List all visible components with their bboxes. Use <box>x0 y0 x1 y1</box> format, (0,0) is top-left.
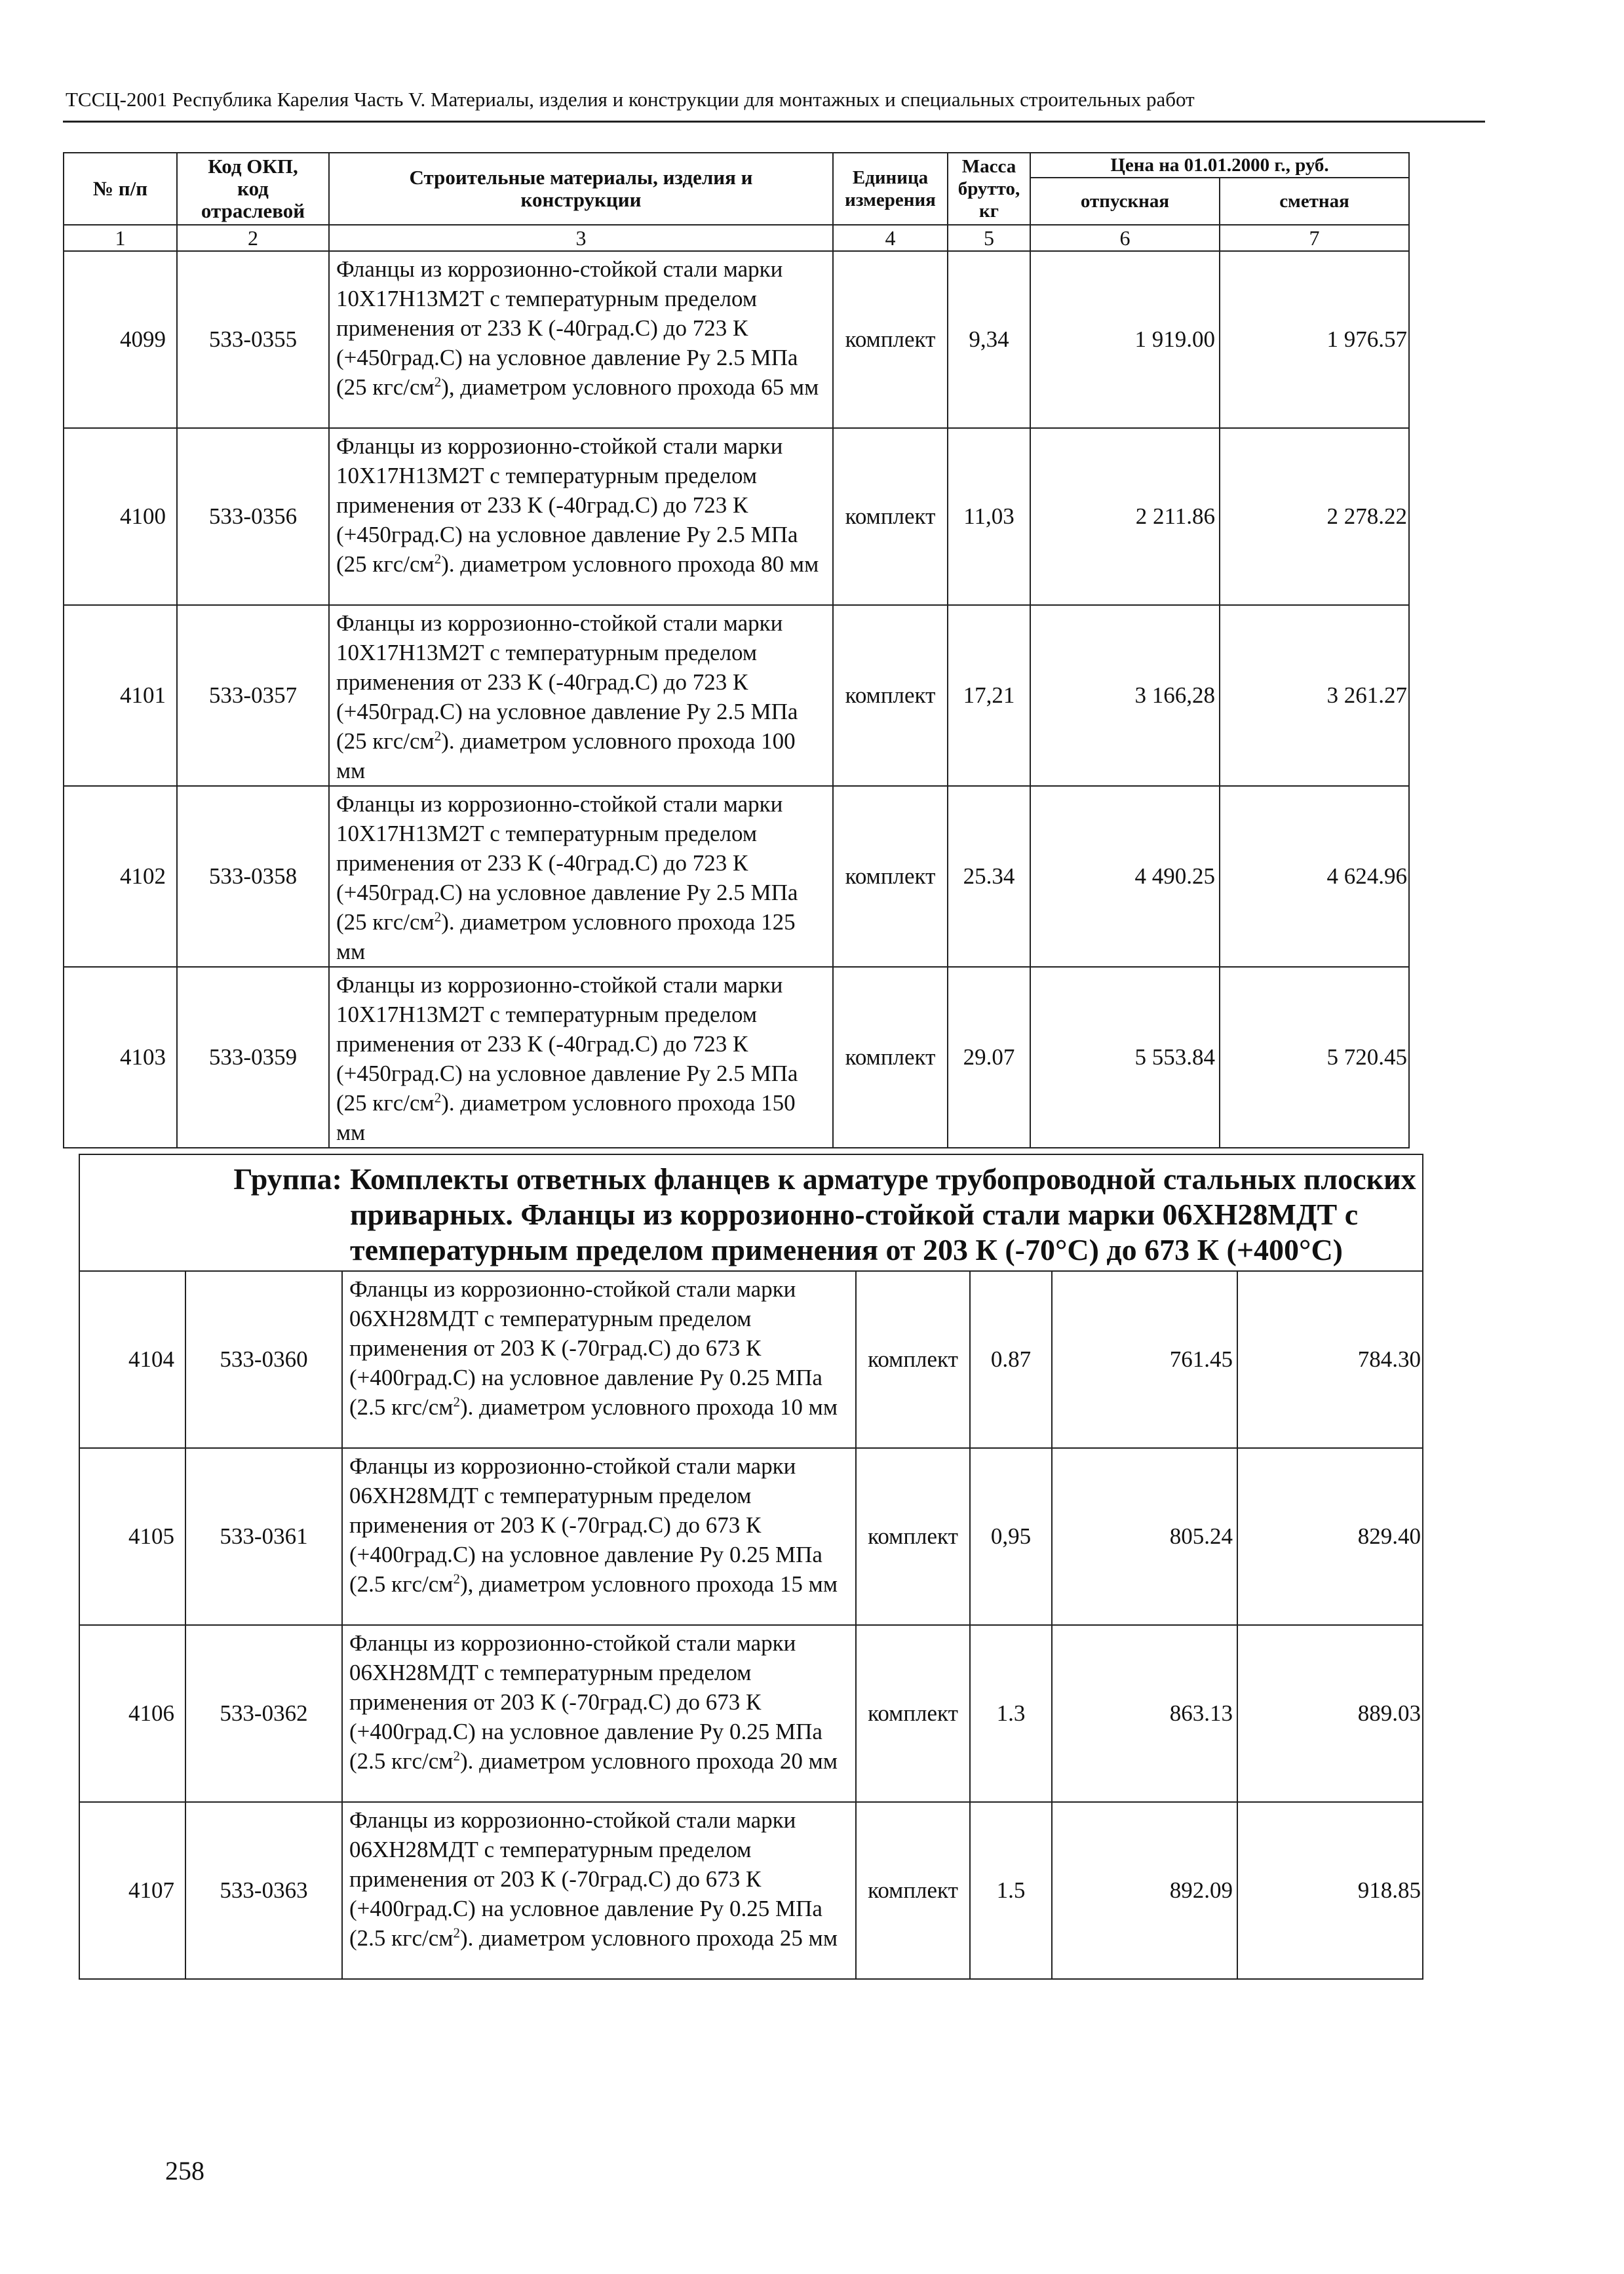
group-title: Комплекты ответных фланцев к арматуре трубопроводной стальных плоских приварных. Фланцы из коррозионно-стойкой стали марки 06ХН28МДТ с температурным пределом применения от 203 К (-70°С) до 673 К (+400°С) <box>350 1162 1416 1266</box>
row-price-release: 892.09 <box>1052 1802 1237 1979</box>
col-header-unit-line2: измерения <box>845 189 936 210</box>
row-description-tail: ), диаметром условного прохода 65 мм <box>441 374 819 400</box>
row-mass: 11,03 <box>948 428 1030 605</box>
row-unit: комплект <box>833 967 948 1148</box>
row-code: 533-0362 <box>185 1625 342 1802</box>
row-price-estimate: 5 720.45 <box>1220 967 1409 1148</box>
col-header-mass <box>948 153 1030 225</box>
row-description <box>342 1271 856 1448</box>
row-description-tail: ). диаметром условного прохода 25 мм <box>459 1925 838 1951</box>
row-price-release: 805.24 <box>1052 1448 1237 1625</box>
row-number: 4101 <box>64 605 177 786</box>
row-price-release: 3 166,28 <box>1030 605 1220 786</box>
row-description-text: Фланцы из коррозионно-стойкой стали марки 06ХН28МДТ с температурным пределом применения от 203 К (-70град.С) до 673 К (+400град.С) на условное давление Ру 0.25 МПа (2.5 кгс/см <box>349 1453 822 1597</box>
col-number-6: 6 <box>1030 225 1220 251</box>
col-header-code <box>177 153 329 225</box>
row-number: 4103 <box>64 967 177 1148</box>
row-description-sup: 2 <box>434 909 442 925</box>
page-header-title: ТССЦ-2001 Республика Карелия Часть V. Материалы, изделия и конструкции для монтажных и специальных строительных работ <box>66 88 1195 111</box>
col-number-4: 4 <box>833 225 948 251</box>
row-description-tail: ). диаметром условного прохода 150 мм <box>336 1090 796 1145</box>
row-unit: комплект <box>833 428 948 605</box>
row-description-text: Фланцы из коррозионно-стойкой стали марки 10Х17Н13М2Т с температурным пределом применения от 233 К (-40град.С) до 723 К (+450град.С) на условное давление Ру 2.5 МПа (25 кгс/см <box>336 256 798 400</box>
row-description <box>329 428 833 605</box>
row-unit: комплект <box>856 1271 970 1448</box>
row-description-text: Фланцы из коррозионно-стойкой стали марки 06ХН28МДТ с температурным пределом применения от 203 К (-70град.С) до 673 К (+400град.С) на условное давление Ру 0.25 МПа (2.5 кгс/см <box>349 1276 822 1420</box>
col-number-5: 5 <box>948 225 1030 251</box>
row-price-estimate: 784.30 <box>1237 1271 1423 1448</box>
row-description-sup: 2 <box>453 1748 460 1764</box>
col-header-price-group: Цена на 01.01.2000 г., руб. <box>1030 153 1409 178</box>
row-mass: 9,34 <box>948 251 1030 428</box>
row-number: 4106 <box>79 1625 185 1802</box>
row-mass: 0,95 <box>970 1448 1052 1625</box>
row-mass: 1.3 <box>970 1625 1052 1802</box>
table-row <box>64 967 1409 1148</box>
row-price-release: 4 490.25 <box>1030 786 1220 967</box>
col-header-price-estimate: сметная <box>1220 178 1409 225</box>
row-description-sup: 2 <box>453 1394 460 1410</box>
col-header-description-line1: Строительные материалы, изделия и <box>409 166 753 189</box>
header-rule <box>63 121 1485 123</box>
col-header-unit-line1: Единица <box>852 167 929 188</box>
row-description-sup: 2 <box>434 374 442 390</box>
row-description <box>342 1802 856 1979</box>
row-code: 533-0359 <box>177 967 329 1148</box>
col-header-mass-line1: Масса <box>961 156 1016 177</box>
row-price-estimate: 918.85 <box>1237 1802 1423 1979</box>
row-description-tail: ). диаметром условного прохода 125 мм <box>336 909 796 964</box>
col-number-3: 3 <box>329 225 833 251</box>
row-mass: 17,21 <box>948 605 1030 786</box>
row-description-tail: ), диаметром условного прохода 15 мм <box>459 1571 838 1597</box>
row-description-text: Фланцы из коррозионно-стойкой стали марки 10Х17Н13М2Т с температурным пределом применения от 233 К (-40град.С) до 723 К (+450град.С) на условное давление Ру 2.5 МПа (25 кгс/см <box>336 433 798 577</box>
row-mass: 25.34 <box>948 786 1030 967</box>
col-header-no: № п/п <box>64 153 177 225</box>
row-code: 533-0355 <box>177 251 329 428</box>
table-row <box>64 251 1409 428</box>
row-description <box>329 605 833 786</box>
row-description <box>329 967 833 1148</box>
row-number: 4105 <box>79 1448 185 1625</box>
row-price-estimate: 4 624.96 <box>1220 786 1409 967</box>
row-price-release: 2 211.86 <box>1030 428 1220 605</box>
group-row <box>79 1154 1423 1271</box>
row-description <box>342 1625 856 1802</box>
row-number: 4099 <box>64 251 177 428</box>
row-description-tail: ). диаметром условного прохода 80 мм <box>441 551 819 577</box>
row-number: 4107 <box>79 1802 185 1979</box>
col-header-code-line1: Код ОКП, <box>208 155 298 178</box>
row-description-tail: ). диаметром условного прохода 10 мм <box>459 1394 838 1420</box>
row-unit: комплект <box>856 1625 970 1802</box>
row-description-text: Фланцы из коррозионно-стойкой стали марки 10Х17Н13М2Т с температурным пределом применения от 233 К (-40град.С) до 723 К (+450град.С) на условное давление Ру 2.5 МПа (25 кгс/см <box>336 610 798 754</box>
row-mass: 1.5 <box>970 1802 1052 1979</box>
table-row <box>79 1271 1423 1448</box>
row-unit: комплект <box>856 1802 970 1979</box>
row-mass: 29.07 <box>948 967 1030 1148</box>
row-code: 533-0358 <box>177 786 329 967</box>
row-mass: 0.87 <box>970 1271 1052 1448</box>
table-row <box>79 1802 1423 1979</box>
row-price-release: 863.13 <box>1052 1625 1237 1802</box>
row-price-release: 5 553.84 <box>1030 967 1220 1148</box>
row-description-sup: 2 <box>453 1571 460 1587</box>
row-description-sup: 2 <box>434 1089 442 1106</box>
col-header-code-line2: код <box>237 177 269 200</box>
col-header-description-line2: конструкции <box>520 188 642 211</box>
row-unit: комплект <box>833 786 948 967</box>
row-description <box>329 251 833 428</box>
table-row <box>79 1448 1423 1625</box>
col-number-7: 7 <box>1220 225 1409 251</box>
col-number-1: 1 <box>64 225 177 251</box>
row-price-estimate: 2 278.22 <box>1220 428 1409 605</box>
row-description-sup: 2 <box>434 551 442 567</box>
group-label: Группа: <box>233 1162 342 1196</box>
row-number: 4102 <box>64 786 177 967</box>
group-cell <box>79 1154 1423 1271</box>
col-header-price-release: отпускная <box>1030 178 1220 225</box>
row-description-text: Фланцы из коррозионно-стойкой стали марки 06ХН28МДТ с температурным пределом применения от 203 К (-70град.С) до 673 К (+400град.С) на условное давление Ру 0.25 МПа (2.5 кгс/см <box>349 1807 822 1951</box>
page-number: 258 <box>165 2156 204 2186</box>
row-price-estimate: 889.03 <box>1237 1625 1423 1802</box>
row-price-estimate: 829.40 <box>1237 1448 1423 1625</box>
col-number-2: 2 <box>177 225 329 251</box>
row-price-release: 761.45 <box>1052 1271 1237 1448</box>
row-description-tail: ). диаметром условного прохода 20 мм <box>459 1748 838 1774</box>
row-price-estimate: 1 976.57 <box>1220 251 1409 428</box>
price-table-bottom <box>79 1154 1423 1980</box>
row-number: 4100 <box>64 428 177 605</box>
group-heading <box>80 1162 1418 1268</box>
row-unit: комплект <box>833 605 948 786</box>
row-price-release: 1 919.00 <box>1030 251 1220 428</box>
table-row <box>79 1625 1423 1802</box>
row-description-tail: ). диаметром условного прохода 100 мм <box>336 728 796 783</box>
row-description-text: Фланцы из коррозионно-стойкой стали марки 06ХН28МДТ с температурным пределом применения от 203 К (-70град.С) до 673 К (+400град.С) на условное давление Ру 0.25 МПа (2.5 кгс/см <box>349 1630 822 1774</box>
row-description <box>342 1448 856 1625</box>
table-row <box>64 605 1409 786</box>
row-code: 533-0360 <box>185 1271 342 1448</box>
col-header-unit <box>833 153 948 225</box>
row-code: 533-0356 <box>177 428 329 605</box>
price-table-top <box>63 152 1410 1148</box>
row-number: 4104 <box>79 1271 185 1448</box>
row-description-sup: 2 <box>453 1925 460 1941</box>
col-header-description <box>329 153 833 225</box>
row-description-text: Фланцы из коррозионно-стойкой стали марки 10Х17Н13М2Т с температурным пределом применения от 233 К (-40град.С) до 723 К (+450град.С) на условное давление Ру 2.5 МПа (25 кгс/см <box>336 791 798 935</box>
row-code: 533-0363 <box>185 1802 342 1979</box>
table-row <box>64 786 1409 967</box>
row-code: 533-0361 <box>185 1448 342 1625</box>
row-unit: комплект <box>833 251 948 428</box>
row-price-estimate: 3 261.27 <box>1220 605 1409 786</box>
row-code: 533-0357 <box>177 605 329 786</box>
col-header-mass-line2: брутто, кг <box>957 178 1020 222</box>
row-description-sup: 2 <box>434 728 442 744</box>
col-header-code-line3: отраслевой <box>201 199 305 222</box>
row-description-text: Фланцы из коррозионно-стойкой стали марки 10Х17Н13М2Т с температурным пределом применения от 233 К (-40град.С) до 723 К (+450град.С) на условное давление Ру 2.5 МПа (25 кгс/см <box>336 972 798 1116</box>
row-unit: комплект <box>856 1448 970 1625</box>
row-description <box>329 786 833 967</box>
table-row <box>64 428 1409 605</box>
